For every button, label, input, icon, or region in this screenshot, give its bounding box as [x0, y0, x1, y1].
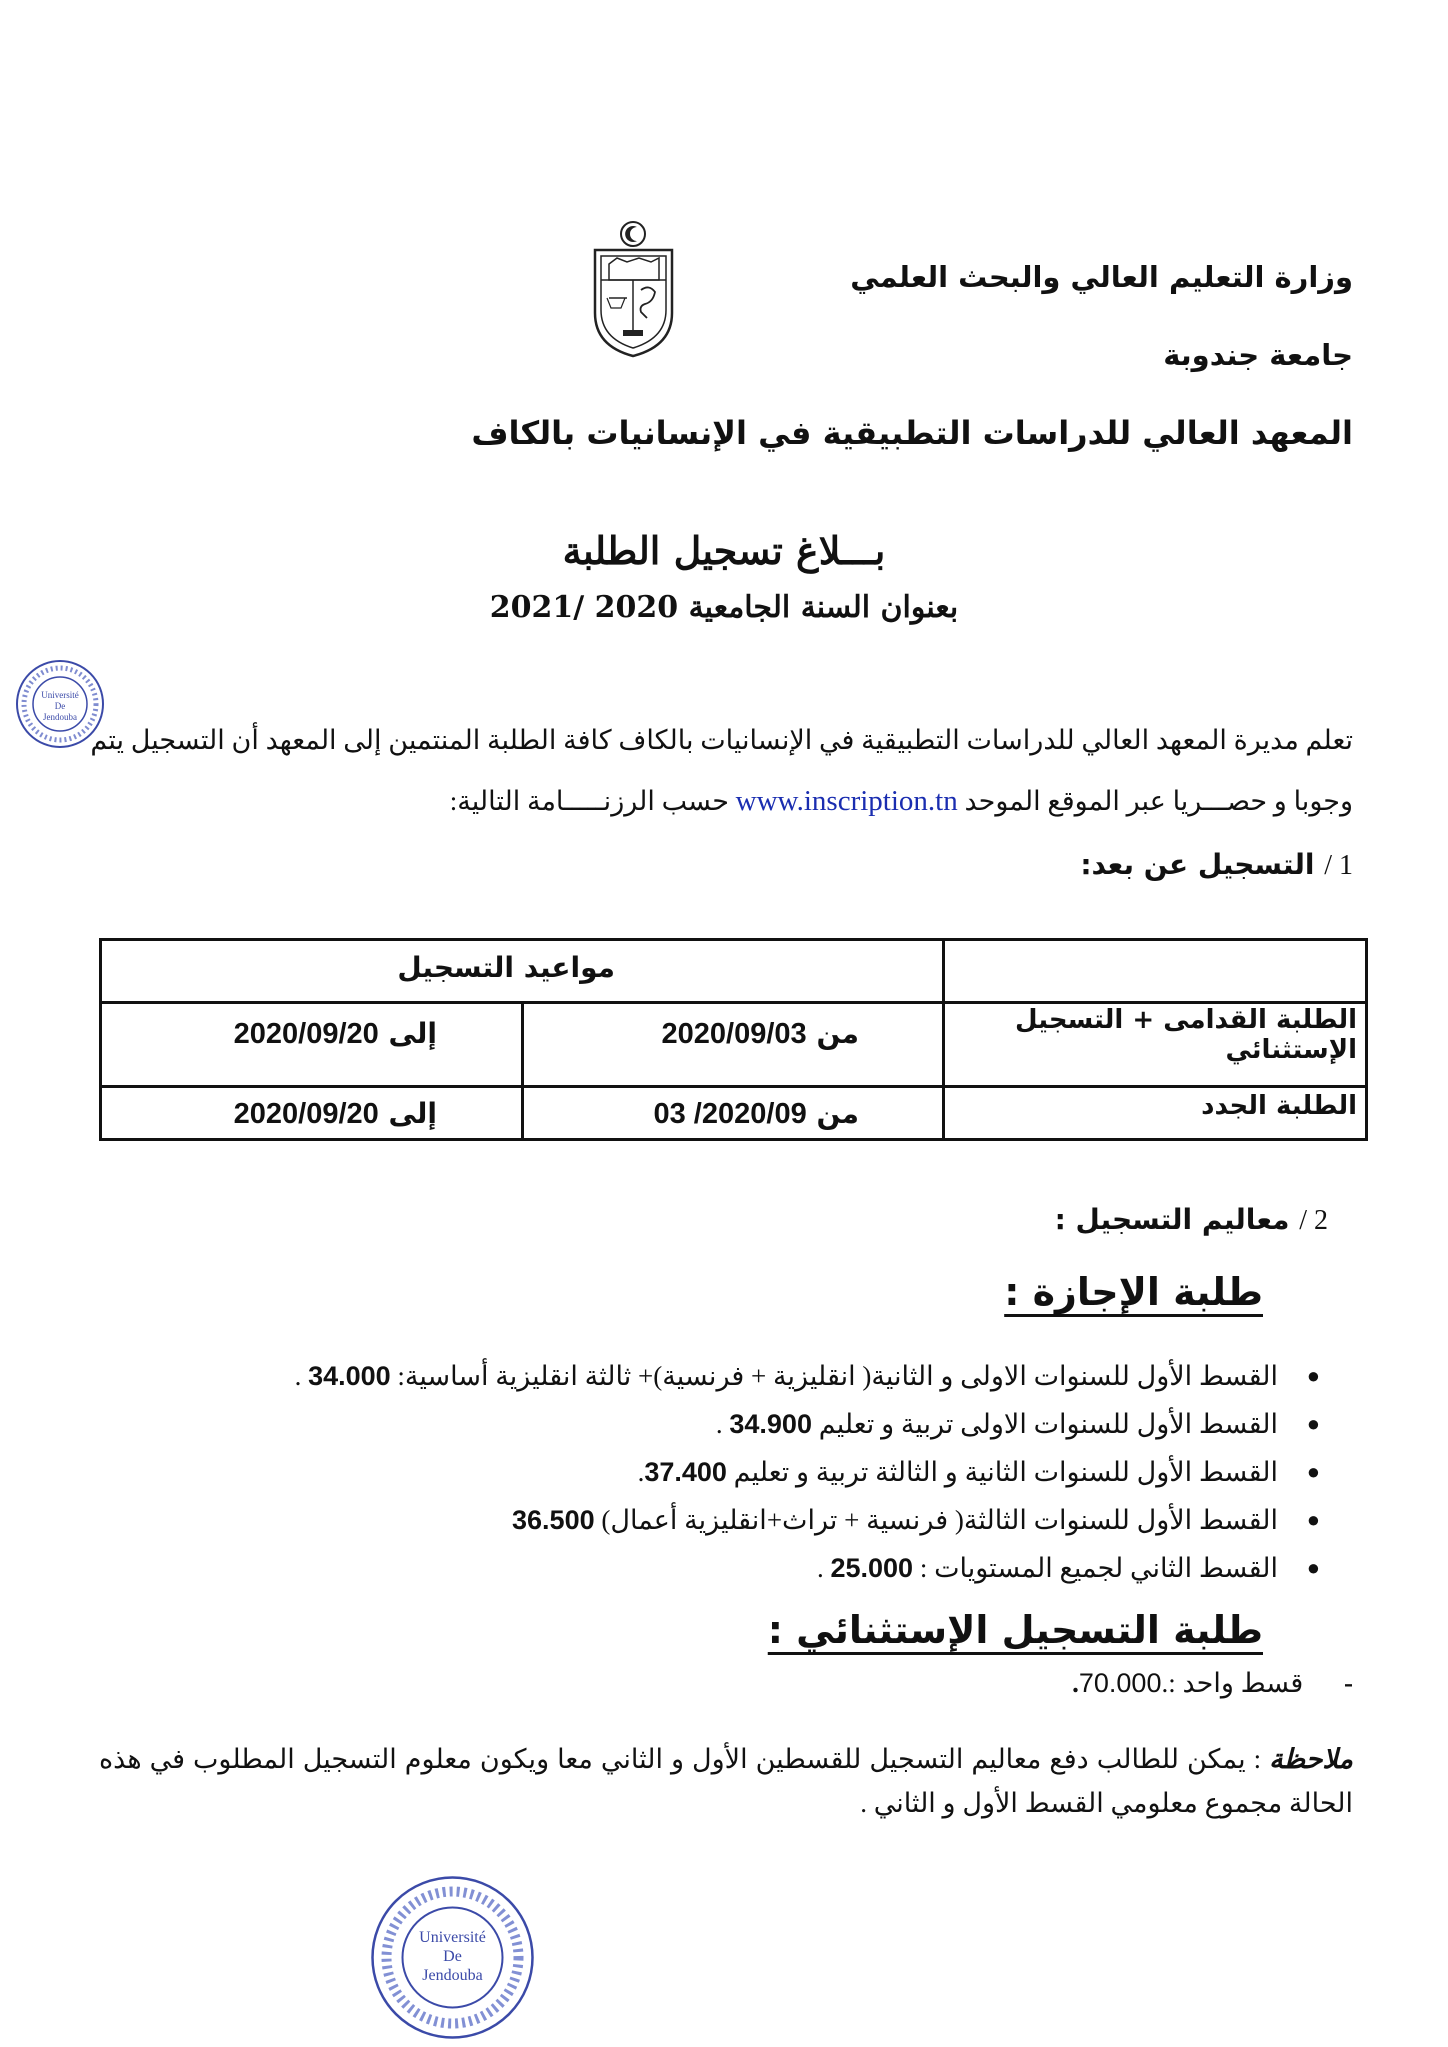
list-item: [295, 1400, 1320, 1448]
row-2-to-label: إلى: [388, 1097, 437, 1130]
bullet-icon: ●: [1306, 1555, 1320, 1580]
svg-text:De: De: [54, 701, 66, 711]
row-1-from: [662, 1017, 859, 1051]
registration-schedule-table: [99, 938, 1368, 1141]
university-stamp-icon: [367, 1872, 538, 2043]
university-name: جامعة جندوبة: [1163, 338, 1353, 372]
svg-text:Université: Université: [419, 1929, 486, 1946]
fee-text: القسط الثاني لجميع المستويات :: [919, 1553, 1278, 1583]
fee-text: القسط الأول للسنوات الثالثة( فرنسية + تراث+انقليزية أعمال): [601, 1505, 1278, 1535]
section-2-label: معاليم التسجيل :: [1054, 1203, 1290, 1236]
list-item: [294, 1352, 1320, 1400]
intro-line-2: [450, 785, 1353, 818]
note-label: ملاحظة: [1269, 1744, 1353, 1774]
exceptional-text: قسط واحد :.: [1161, 1668, 1304, 1698]
row-1-to-label: إلى: [388, 1017, 437, 1050]
bullet-icon: ●: [1306, 1507, 1320, 1532]
fee-suffix: .: [715, 1409, 730, 1439]
tunisia-coat-of-arms-icon: [587, 218, 680, 358]
ministry-name: وزارة التعليم العالي والبحث العلمي: [850, 260, 1353, 294]
fee-text: القسط الأول للسنوات الاولى تربية و تعليم: [818, 1409, 1278, 1439]
row-2-category: الطلبة الجدد: [1201, 1091, 1357, 1121]
row-1-category-line-2: الإستثنائي: [1225, 1035, 1357, 1065]
fees-list: [294, 1352, 1320, 1592]
page-title: بـــلاغ تسجيل الطلبة: [562, 528, 886, 573]
fee-amount: 36.500: [512, 1505, 595, 1535]
fee-suffix: .: [294, 1361, 309, 1391]
row-1-category: [947, 1005, 1357, 1065]
intro-line-2-before: وجوبا و حصـــريا عبر الموقع الموحد: [964, 786, 1353, 816]
row-1-to-date: 2020/09/20: [233, 1018, 379, 1050]
svg-text:Jendouba: Jendouba: [43, 712, 77, 722]
fee-amount: 37.400: [644, 1457, 727, 1487]
list-item: [295, 1448, 1320, 1496]
bullet-icon: ●: [1306, 1411, 1320, 1436]
exceptional-suffix: .: [1072, 1668, 1079, 1698]
exceptional-amount: 70.000: [1078, 1668, 1162, 1698]
bullet-icon: ●: [1306, 1459, 1320, 1484]
dash-bullet: -: [1344, 1668, 1353, 1698]
intro-line-1: تعلم مديرة المعهد العالي للدراسات التطبيقية في الإنسانيات بالكاف كافة الطلبة المنتمين إلى المعهد أن التسجيل يتم: [90, 725, 1353, 755]
fee-text: القسط الأول للسنوات الثانية و الثالثة تربية و تعليم: [733, 1457, 1278, 1487]
row-2-from-date: 2020/09/ 03: [653, 1098, 807, 1130]
exceptional-item: [1072, 1668, 1353, 1699]
website-link[interactable]: www.inscription.tn: [735, 785, 958, 817]
fee-amount: 34.000: [308, 1361, 391, 1391]
section-2-number: 2 /: [1299, 1205, 1328, 1236]
svg-text:De: De: [443, 1948, 462, 1965]
row-1-category-line-1: الطلبة القدامى + التسجيل: [1015, 1005, 1357, 1035]
row-1-from-date: 2020/09/03: [661, 1018, 807, 1050]
table-divider: [942, 941, 945, 1138]
row-2-from-label: من: [816, 1097, 859, 1130]
svg-text:Université: Université: [41, 690, 79, 700]
row-1-to: [234, 1017, 437, 1051]
exceptional-students-heading: طلبة التسجيل الإستثنائي :: [767, 1608, 1263, 1652]
section-1-label: التسجيل عن بعد:: [1080, 848, 1315, 881]
institute-name: المعهد العالي للدراسات التطبيقية في الإنسانيات بالكاف: [471, 414, 1353, 452]
row-1-from-label: من: [816, 1017, 859, 1050]
row-2-to: [234, 1097, 437, 1131]
row-2-from: [653, 1097, 859, 1131]
fee-amount: 34.900: [729, 1409, 812, 1439]
licence-students-heading: طلبة الإجازة :: [1004, 1270, 1263, 1314]
fee-suffix: .: [637, 1457, 645, 1487]
page-subtitle: بعنوان السنة الجامعية 2020 /2021: [489, 590, 959, 625]
svg-text:Jendouba: Jendouba: [422, 1967, 483, 1984]
fee-text: القسط الأول للسنوات الاولى و الثانية( انقليزية + فرنسية)+ ثالثة انقليزية أساسية:: [397, 1361, 1278, 1391]
note-text: : يمكن للطالب دفع معاليم التسجيل للقسطين الأول و الثاني معا ويكون معلوم التسجيل المطلوب في هذه الحالة مجموع معلومي القسط الأول و الثاني .: [99, 1744, 1353, 1818]
table-header: مواعيد التسجيل: [397, 951, 615, 984]
fee-suffix: .: [816, 1553, 831, 1583]
list-item: [295, 1496, 1320, 1544]
note-paragraph: [99, 1737, 1353, 1825]
list-item: [295, 1544, 1320, 1592]
row-2-to-date: 2020/09/20: [233, 1098, 379, 1130]
bullet-icon: ●: [1306, 1363, 1320, 1388]
table-divider: [102, 1085, 1365, 1088]
intro-line-2-after: حسب الرزنـــــامة التالية:: [449, 786, 729, 816]
fee-amount: 25.000: [830, 1553, 914, 1583]
table-divider: [102, 1001, 1365, 1004]
table-divider: [521, 1001, 524, 1138]
section-1-title: [1080, 848, 1353, 882]
section-1-number: 1 /: [1324, 850, 1353, 881]
section-2-title: [1055, 1203, 1328, 1237]
